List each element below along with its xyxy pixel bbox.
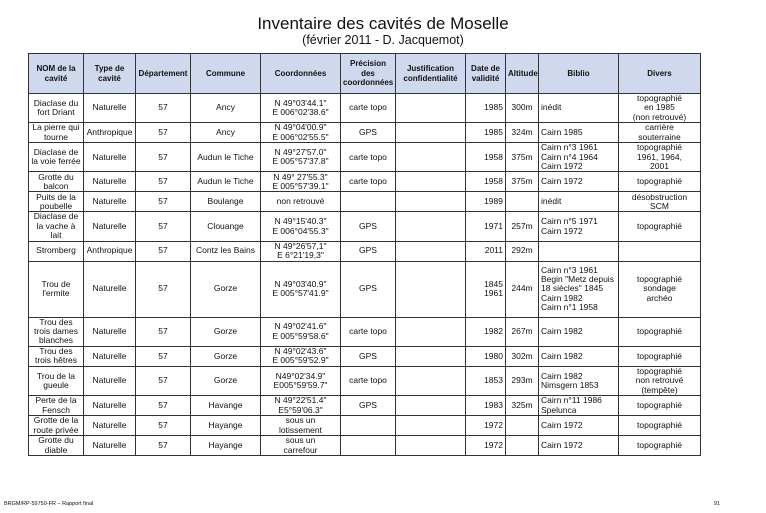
justification-cell [396,172,466,192]
validity-date-cell: 1989 [466,192,506,212]
coordinates-cell: non retrouvé [261,192,341,212]
departement-cell: 57 [136,416,191,436]
coordinates-cell: sous un carrefour [261,436,341,456]
altitude-cell: 293m [506,366,539,395]
validity-date-cell: 1972 [466,436,506,456]
validity-date-cell: 1982 [466,317,506,346]
cavity-type-cell: Naturelle [84,416,136,436]
altitude-cell: 244m [506,261,539,317]
table-row [29,261,701,317]
cavity-name-cell: Perte de la Fensch [29,396,84,416]
divers-cell: désobstruction SCM [619,192,701,212]
column-header-nom: NOM de la cavité [29,54,84,94]
divers-cell: topographié [619,416,701,436]
table-row [29,212,701,241]
precision-cell [341,416,396,436]
precision-cell: carte topo [341,366,396,395]
validity-date-cell: 1980 [466,346,506,366]
departement-cell: 57 [136,261,191,317]
cavity-name-cell: Grotte du diable [29,436,84,456]
cavity-name-cell: Grotte du balcon [29,172,84,192]
commune-cell: Audun le Tiche [191,172,261,192]
biblio-cell: Cairn 1982 [539,317,619,346]
precision-cell: GPS [341,241,396,261]
departement-cell: 57 [136,241,191,261]
justification-cell [396,317,466,346]
biblio-cell [539,241,619,261]
altitude-cell [506,192,539,212]
divers-cell: topographié en 1985 (non retrouvé) [619,94,701,123]
divers-cell: topographié [619,172,701,192]
validity-date-cell: 1853 [466,366,506,395]
cavity-name-cell: Diaclase de la voie ferrée [29,143,84,172]
justification-cell [396,212,466,241]
column-header-coordonnees: Coordonnées [261,54,341,94]
cavity-type-cell: Naturelle [84,192,136,212]
cavity-inventory-table [28,53,701,456]
validity-date-cell: 1958 [466,172,506,192]
footer-page-number: 91 [713,501,720,507]
cavity-type-cell: Naturelle [84,396,136,416]
divers-cell: topographié [619,396,701,416]
precision-cell: carte topo [341,317,396,346]
commune-cell: Audun le Tiche [191,143,261,172]
commune-cell: Contz les Bains [191,241,261,261]
coordinates-cell: N 49°04'00.9" E 006°02'55.5" [261,123,341,143]
validity-date-cell: 1985 [466,123,506,143]
divers-cell: topographié 1961, 1964, 2001 [619,143,701,172]
commune-cell: Havange [191,396,261,416]
precision-cell: carte topo [341,143,396,172]
altitude-cell: 375m [506,143,539,172]
validity-date-cell: 1845 1961 [466,261,506,317]
justification-cell [396,94,466,123]
biblio-cell: Cairn 1982 [539,346,619,366]
table-header-row [29,54,701,94]
departement-cell: 57 [136,212,191,241]
coordinates-cell: N 49°03'44.1" E 006°02'38.6" [261,94,341,123]
column-header-date: Date de validité [466,54,506,94]
departement-cell: 57 [136,143,191,172]
altitude-cell: 302m [506,346,539,366]
commune-cell: Ancy [191,123,261,143]
table-row [29,366,701,395]
commune-cell: Gorze [191,346,261,366]
justification-cell [396,416,466,436]
departement-cell: 57 [136,192,191,212]
column-header-divers: Divers [619,54,701,94]
departement-cell: 57 [136,317,191,346]
validity-date-cell: 1983 [466,396,506,416]
altitude-cell: 325m [506,396,539,416]
precision-cell [341,436,396,456]
divers-cell: topographié [619,317,701,346]
justification-cell [396,366,466,395]
column-header-departement: Département [136,54,191,94]
commune-cell: Hayange [191,436,261,456]
cavity-type-cell: Naturelle [84,366,136,395]
cavity-name-cell: Stromberg [29,241,84,261]
commune-cell: Gorze [191,261,261,317]
precision-cell: GPS [341,396,396,416]
precision-cell: carte topo [341,94,396,123]
altitude-cell: 257m [506,212,539,241]
justification-cell [396,123,466,143]
biblio-cell: Cairn n°5 1971 Cairn 1972 [539,212,619,241]
commune-cell: Gorze [191,317,261,346]
coordinates-cell: sous un lotissement [261,416,341,436]
departement-cell: 57 [136,172,191,192]
coordinates-cell: N 49°22'51.4" E5°59'06.3" [261,396,341,416]
column-header-biblio: Biblio [539,54,619,94]
table-row [29,436,701,456]
cavity-type-cell: Naturelle [84,143,136,172]
table-row [29,94,701,123]
altitude-cell: 300m [506,94,539,123]
column-header-altitude: Altitude [506,54,539,94]
altitude-cell [506,416,539,436]
coordinates-cell: N 49° 27'55.3" E 005°57'39.1" [261,172,341,192]
cavity-name-cell: Trou des trois hêtres [29,346,84,366]
justification-cell [396,346,466,366]
departement-cell: 57 [136,346,191,366]
table-row [29,346,701,366]
table-row [29,317,701,346]
cavity-name-cell: Diaclase du fort Driant [29,94,84,123]
precision-cell: GPS [341,123,396,143]
table-body [29,94,701,456]
divers-cell: topographié non retrouvé (tempête) [619,366,701,395]
altitude-cell: 267m [506,317,539,346]
biblio-cell: Cairn 1972 [539,436,619,456]
divers-cell: topographié [619,346,701,366]
coordinates-cell: N 49°27'57.0" E 005°57'37.8" [261,143,341,172]
cavity-type-cell: Naturelle [84,346,136,366]
cavity-name-cell: Trou de l'ermite [29,261,84,317]
divers-cell: topographié [619,212,701,241]
departement-cell: 57 [136,366,191,395]
justification-cell [396,143,466,172]
coordinates-cell: N 49°26'57,1" E 6°21'19,3" [261,241,341,261]
precision-cell: GPS [341,261,396,317]
precision-cell: GPS [341,346,396,366]
table-row [29,192,701,212]
validity-date-cell: 1985 [466,94,506,123]
cavity-name-cell: Trou de la gueule [29,366,84,395]
cavity-type-cell: Anthropique [84,123,136,143]
column-header-justification: Justification confidentialité [396,54,466,94]
table-row [29,241,701,261]
footer-report-id: BRGM/RP-59750-FR – Rapport final [4,501,94,507]
cavity-type-cell: Anthropique [84,241,136,261]
altitude-cell: 292m [506,241,539,261]
departement-cell: 57 [136,396,191,416]
divers-cell: topographié sondage archéo [619,261,701,317]
table-row [29,396,701,416]
commune-cell: Gorze [191,366,261,395]
cavity-type-cell: Naturelle [84,261,136,317]
precision-cell: carte topo [341,172,396,192]
justification-cell [396,241,466,261]
biblio-cell: Cairn 1972 [539,416,619,436]
column-header-type: Type de cavité [84,54,136,94]
table-row [29,143,701,172]
divers-cell: carrière souterraine [619,123,701,143]
commune-cell: Clouange [191,212,261,241]
justification-cell [396,192,466,212]
table-row [29,172,701,192]
coordinates-cell: N 49°02'43.6" E 005°59'52.9" [261,346,341,366]
biblio-cell: inédit [539,192,619,212]
column-header-precision: Précision des coordonnées [341,54,396,94]
coordinates-cell: N 49°15'40.3" E 006°04'55.3" [261,212,341,241]
altitude-cell [506,436,539,456]
biblio-cell: inédit [539,94,619,123]
validity-date-cell: 2011 [466,241,506,261]
table-row [29,123,701,143]
divers-cell [619,241,701,261]
validity-date-cell: 1958 [466,143,506,172]
cavity-type-cell: Naturelle [84,94,136,123]
commune-cell: Boulange [191,192,261,212]
cavity-name-cell: Trou des trois dames blanches [29,317,84,346]
coordinates-cell: N 49°03'40.9" E 005°57'41.9" [261,261,341,317]
departement-cell: 57 [136,436,191,456]
cavity-name-cell: La pierre qui tourne [29,123,84,143]
cavity-type-cell: Naturelle [84,317,136,346]
cavity-name-cell: Diaclase de la vache à lait [29,212,84,241]
justification-cell [396,396,466,416]
commune-cell: Hayange [191,416,261,436]
biblio-cell: Cairn n°3 1961 Begin "Metz depuis 18 siècles" 1845 Cairn 1982 Cairn n°1 1958 [539,261,619,317]
justification-cell [396,261,466,317]
precision-cell [341,192,396,212]
validity-date-cell: 1972 [466,416,506,436]
biblio-cell: Cairn n°3 1961 Cairn n°4 1964 Cairn 1972 [539,143,619,172]
biblio-cell: Cairn n°11 1986 Spelunca [539,396,619,416]
altitude-cell: 324m [506,123,539,143]
cavity-name-cell: Puits de la poubelle [29,192,84,212]
precision-cell: GPS [341,212,396,241]
coordinates-cell: N49°02'34.9" E005°59'59.7" [261,366,341,395]
departement-cell: 57 [136,94,191,123]
page-title: Inventaire des cavités de Moselle [257,14,509,33]
cavity-name-cell: Grotte de la route privée [29,416,84,436]
coordinates-cell: N 49°02'41.6" E 005°59'58.6" [261,317,341,346]
departement-cell: 57 [136,123,191,143]
biblio-cell: Cairn 1972 [539,172,619,192]
column-header-commune: Commune [191,54,261,94]
biblio-cell: Cairn 1985 [539,123,619,143]
commune-cell: Ancy [191,94,261,123]
page-subtitle: (février 2011 - D. Jacquemot) [302,33,464,47]
validity-date-cell: 1971 [466,212,506,241]
justification-cell [396,436,466,456]
biblio-cell: Cairn 1982 Nimsgern 1853 [539,366,619,395]
altitude-cell: 375m [506,172,539,192]
cavity-type-cell: Naturelle [84,212,136,241]
cavity-type-cell: Naturelle [84,172,136,192]
table-row [29,416,701,436]
divers-cell: topographié [619,436,701,456]
cavity-type-cell: Naturelle [84,436,136,456]
